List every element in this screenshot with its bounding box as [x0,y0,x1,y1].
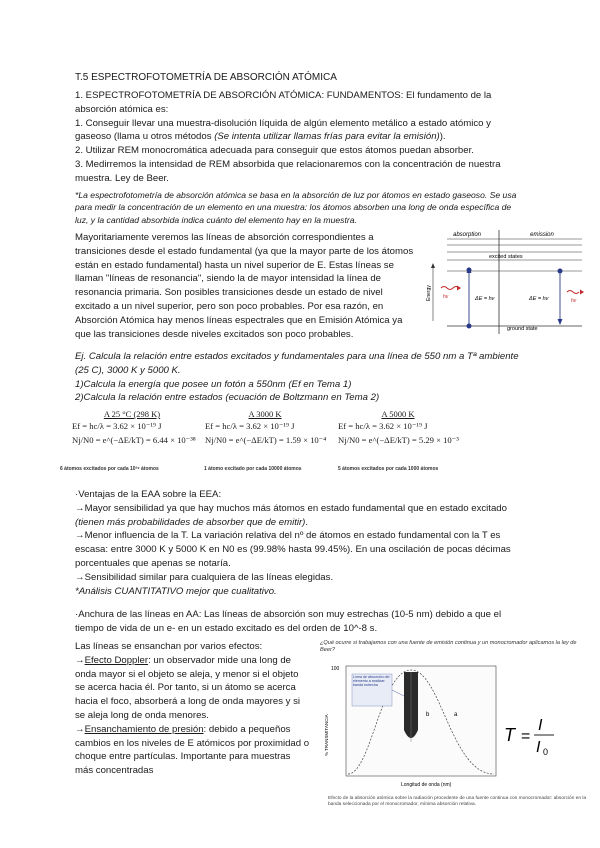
page-title: T.5 ESPECTROFOTOMETRÍA DE ABSORCIÓN ATÓMICA [75,72,337,83]
line-width-paragraph: ·Anchura de las líneas en AA: Las líneas de absorción son muy estrechas (10-5 nm) debido a que el tiempo de vida de un e- en un estado excitado es del orden de 10^-8 s. [75,609,502,634]
calc-3000k-heading: A 3000 K [248,409,282,419]
figure-caption: Efecto de la absorción atómica sobre la radiación procedente de una fuente continua con monocromador: absorción en la banda seleccionada por el monocromador, mínima absorción relativa. [328,796,587,807]
calc-3000k [205,409,325,447]
calc-298k-ratio: Nj/N0 = e^(−ΔE/kT) = 6.44 × 10⁻³⁸ [72,435,196,445]
example-step-2-ref: (ecuación de Boltzmann en Tema 2) [225,392,380,404]
example-step-1-text: 1)Calcula la energía que posee un fotón a 550nm [75,378,289,390]
photon-in-label: hν [443,294,449,300]
ground-atom [467,324,472,329]
advantage-1-italic: (tienen más probabilidades de absorber que de emitir) [75,516,306,528]
step-1 [75,117,525,145]
energy-level-diagram [427,226,587,338]
calc-298k-energy: Ef = hc/λ = 3.62 × 10⁻¹⁹ J [72,421,162,431]
pressure-arrow: → [75,723,85,735]
emission-label: emission [530,232,554,238]
incoming-photon-icon [441,287,459,290]
calc-3000k-energy: Ef = hc/λ = 3.62 × 10⁻¹⁹ J [205,421,295,431]
advantage-3: →Sensibilidad similar para cualquiera de las líneas elegidas. [75,571,334,583]
advantages-section [75,488,525,598]
example-step-1 [75,378,525,392]
broadening-intro: Las líneas se ensanchan por varios efectos: [75,641,263,652]
formula-subscript: 0 [543,747,549,757]
step-1-italic: (Se intenta utilizar llamas frías para evitar la emisión) [214,131,440,143]
calc-5000k [338,409,458,447]
doppler-text: : un observador mide una long de onda mayor si el objeto se aleja, y menor si el objeto se acerca hacia él. Por tanto, si un átomo se acerca hacia el foco, absorberá a long de onda mayores y si se aleja long de onda menores. [75,654,301,721]
advantage-1-end: . [305,516,309,528]
fundamentals-intro: El fundamento de la absorción atómica es: [75,90,492,115]
step-1-end: ). [439,131,446,143]
advantage-2: →Menor influencia de la T. La variación relativa del nº de átomos en estado fundamental con la T es escasa: entre 3000 K y 5000 K en N0 es (99.98% hasta 99.45%). En una oscilación de pocas décimas porcentuales que apenas se notaría. [75,530,511,569]
calc-298k [72,409,196,447]
example-step-1-ref: (Ef en Tema 1) [288,378,352,390]
calc-5000k-heading: A 5000 K [381,409,415,419]
calc-5000k-energy: Ef = hc/λ = 3.62 × 10⁻¹⁹ J [338,421,428,431]
advantage-1-text: →Mayor sensibilidad ya que hay muchos más átomos en estado fundamental que en estado excitado [75,502,507,514]
energy-axis-label: Energy [426,285,432,301]
y-axis-top-label: 100 [331,666,340,672]
fundamentals-heading [75,89,525,117]
example-block [75,350,525,405]
figure-legend-note: Línea de absorción del elemento a analizar: banda estrecha [353,675,390,688]
outgoing-photon-icon [567,291,579,294]
calc-5000k-ratio: Nj/N0 = e^(−ΔE/kT) = 5.29 × 10⁻³ [338,435,459,445]
broadening-section [75,640,311,778]
curve-label-b: b [426,712,430,718]
pressure-broadening [75,723,311,778]
example-step-2 [75,391,525,405]
pressure-title: Ensanchamiento de presión [84,723,204,735]
calc-5000k-caption: 5 átomos excitados por cada 1000 átomos [338,466,439,472]
pressure-text: : debido a pequeños cambios en los niveles de E atómicos por proximidad o choque entre partículas. Importante para muestras más concentradas [75,723,310,777]
transmittance-plot [316,656,592,794]
calc-3000k-ratio: Nj/N0 = e^(−ΔE/kT) = 1.59 × 10⁻⁴ [205,435,327,445]
calc-298k-caption: 6 átomos excitados por cada 10³⁸ átomos [60,466,159,472]
transmittance-formula [504,717,554,757]
calc-298k-heading: A 25 °C (298 K) [103,409,161,419]
excited-atom [467,268,472,273]
resonance-lines-paragraph: Mayoritariamente veremos las líneas de absorción correspondientes a transiciones desde el estado fundamental (ya que la mayor parte de los átomos están en estado fundamental) hasta un nivel superior de E. Estas líneas se llaman "líneas de resonancia", siendo la de mayor intensidad la línea de resonancia primaria. Son posibles transiciones desde un estado de nivel excitado a un nivel superior, pero son poco probables. Por esa razón, en Absorción Atómica hay menos líneas espectrales que en Emisión Atómica ya que las transiciones desde niveles excitados son poco probables. [75,232,414,340]
absorption-delta-e: ΔE = hν [475,296,495,302]
figure-question: ¿Qué ocurre si trabajamos con una fuente de emisión continua y un monocromador aplicamos la ley de Beer? [320,640,577,653]
y-axis-label: % TRANSMITANCIA [324,714,329,756]
advantage-1 [75,502,525,530]
photon-out-label: hν [571,298,577,304]
doppler-effect [75,654,311,723]
step-3: 3. Medirremos la intensidad de REM absorbida que relacionaremos con la concentración de nuestra muestra. Ley de Beer. [75,158,501,184]
absorption-figure [316,640,592,816]
calc-3000k-caption: 1 átomo excitado por cada 10000 átomos [204,466,302,472]
formula-denominator: I [536,739,541,756]
step-1-text: 1. Conseguir llevar una muestra-disolución líquida de algún elemento metálico a estado atómico y gaseoso (llama u otros métodos [75,117,491,143]
curve-label-a: a [454,712,458,718]
section-fundamentals [75,89,525,236]
example-step-2-text: 2)Calcula la relación entre estados [75,392,226,404]
emission-delta-e: ΔE = hν [529,296,549,302]
step-2: 2. Utilizar REM monocromática adecuada para conseguir que estos átomos puedan absorber. [75,145,474,157]
advantage-4: *Análisis CUANTITATIVO mejor que cualitativo. [75,585,277,597]
advantages-heading: ·Ventajas de la EAA sobre la EEA: [75,489,222,500]
doppler-title: Efecto Doppler [84,654,149,666]
absorption-label: absorption [452,232,482,238]
svg-text:=: = [521,728,531,745]
ground-state-label: ground state [507,326,538,332]
definition-note: *La espectrofotometría de absorción atómica se basa en la absorción de luz por átomos en estado gaseoso. Se usa para medir la concentración de un elemento en una muestra: los átomos absorben una long de onda específica de luz, y la cantidad absorbida indica cuánto del elemento hay en la muestra. [75,189,517,226]
example-statement: Ej. Calcula la relación entre estados excitados y fundamentales para una línea de 550 nm a Tª ambiente (25 C), 3000 K y 5000 K. [75,351,519,376]
doppler-arrow: → [75,654,85,666]
formula-numerator: I [538,717,543,734]
fundamentals-title: 1. ESPECTROFOTOMETRÍA DE ABSORCIÓN ATÓMICA: FUNDAMENTOS: [75,90,404,101]
x-axis-label: Longitud de onda (nm) [401,782,452,788]
formula-T: T [504,725,515,745]
excited-states-label: excited states [489,254,523,260]
